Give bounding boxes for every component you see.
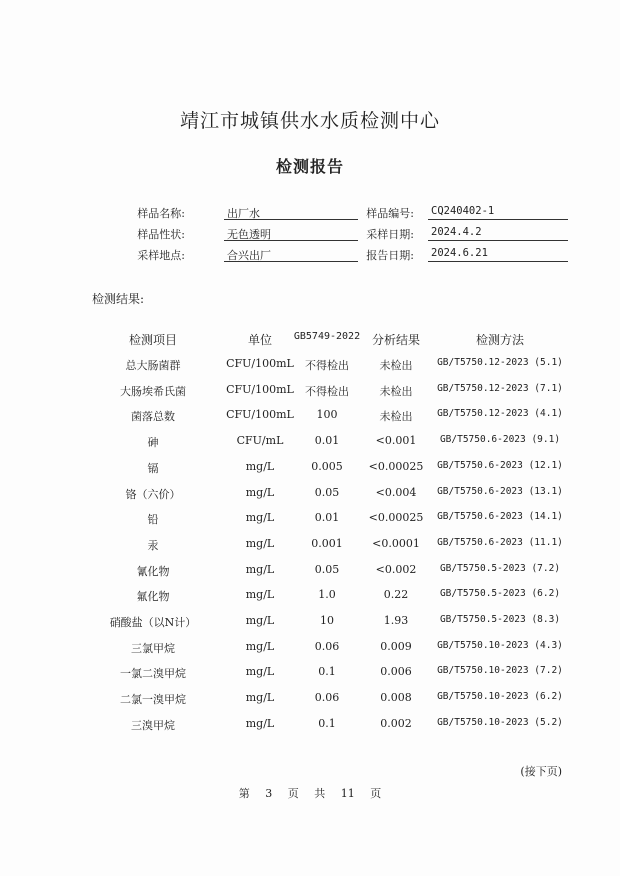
- cell-method: GB/T5750.6-2023 (13.1): [437, 486, 563, 497]
- cell-unit: CFU/100mL: [226, 357, 294, 370]
- footer-total-pages: 11: [340, 787, 355, 800]
- cell-item: 三溴甲烷: [131, 719, 175, 732]
- cell-method: GB/T5750.10-2023 (7.2): [437, 665, 563, 676]
- cell-unit: mg/L: [245, 460, 275, 473]
- footer-ye: 页: [287, 787, 299, 800]
- cell-standard: 不得检出: [305, 385, 349, 398]
- sample-no-label: 样品编号:: [366, 207, 414, 220]
- cell-result: <0.002: [375, 563, 417, 576]
- cell-unit: mg/L: [245, 717, 275, 730]
- cell-unit: mg/L: [245, 691, 275, 704]
- cell-method: GB/T5750.12-2023 (7.1): [437, 383, 563, 394]
- cell-standard: 0.05: [314, 486, 340, 499]
- cell-unit: mg/L: [245, 563, 275, 576]
- col-header-standard: GB5749-2022: [293, 331, 361, 342]
- report-org-title: 靖江市城镇供水水质检测中心: [179, 110, 440, 132]
- cell-standard: 0.005: [311, 460, 343, 473]
- cell-method: GB/T5750.6-2023 (9.1): [439, 434, 561, 445]
- cell-method: GB/T5750.12-2023 (5.1): [437, 357, 563, 368]
- cell-result: 未检出: [379, 385, 413, 398]
- cell-method: GB/T5750.5-2023 (6.2): [439, 588, 561, 599]
- cell-item: 总大肠菌群: [125, 359, 181, 372]
- cell-method: GB/T5750.5-2023 (8.3): [439, 614, 561, 625]
- cell-standard: 0.05: [314, 563, 340, 576]
- sample-property-value: 无色透明: [224, 226, 358, 241]
- cell-result: 未检出: [379, 410, 413, 423]
- cell-result: <0.004: [375, 486, 417, 499]
- cell-result: 0.009: [380, 640, 412, 653]
- cell-standard: 0.01: [314, 434, 340, 447]
- sampling-site-label: 采样地点:: [137, 249, 185, 262]
- cell-method: GB/T5750.12-2023 (4.1): [437, 408, 563, 419]
- cell-standard: 10: [320, 614, 334, 627]
- cell-standard: 0.06: [314, 691, 340, 704]
- cell-unit: mg/L: [245, 588, 275, 601]
- cell-result: <0.0001: [372, 537, 420, 550]
- sampling-date-label: 采样日期:: [366, 228, 414, 241]
- cell-result: 0.008: [380, 691, 412, 704]
- cell-standard: 100: [316, 408, 338, 421]
- cell-item: 镉: [147, 462, 159, 475]
- footer-gong: 共: [314, 787, 326, 800]
- cell-result: 0.002: [380, 717, 412, 730]
- cell-result: 0.006: [380, 665, 412, 678]
- footer-ye2: 页: [370, 787, 382, 800]
- cell-standard: 0.1: [318, 717, 336, 730]
- cell-method: GB/T5750.6-2023 (11.1): [437, 537, 563, 548]
- cell-result: 0.22: [383, 588, 409, 601]
- results-label: 检测结果:: [92, 292, 145, 306]
- cell-result: <0.001: [375, 434, 417, 447]
- sample-name-label: 样品名称:: [137, 207, 185, 220]
- cell-standard: 0.1: [318, 665, 336, 678]
- col-header-result: 分析结果: [371, 333, 420, 347]
- cell-item: 氰化物: [136, 565, 170, 578]
- report-date-value: 2024.6.21: [428, 247, 568, 262]
- sample-property-label: 样品性状:: [137, 228, 185, 241]
- cell-item: 二氯一溴甲烷: [120, 693, 186, 706]
- cell-method: GB/T5750.10-2023 (4.3): [437, 640, 563, 651]
- cell-unit: mg/L: [245, 511, 275, 524]
- cell-standard: 1.0: [318, 588, 336, 601]
- cell-result: <0.00025: [368, 511, 424, 524]
- cell-item: 大肠埃希氏菌: [120, 385, 186, 398]
- cell-result: <0.00025: [368, 460, 424, 473]
- footer-page-number: 3: [265, 787, 273, 800]
- sampling-site-value: 合兴出厂: [224, 247, 358, 262]
- cell-unit: mg/L: [245, 665, 275, 678]
- cell-method: GB/T5750.6-2023 (14.1): [437, 511, 563, 522]
- report-subtitle: 检测报告: [275, 157, 344, 176]
- cell-unit: CFU/100mL: [226, 408, 294, 421]
- cell-standard: 0.01: [314, 511, 340, 524]
- sample-name-value: 出厂水: [224, 205, 358, 220]
- cell-method: GB/T5750.10-2023 (5.2): [437, 717, 563, 728]
- col-header-unit: 单位: [247, 333, 272, 347]
- cell-unit: mg/L: [245, 614, 275, 627]
- cell-unit: CFU/mL: [236, 434, 284, 447]
- report-date-label: 报告日期:: [366, 249, 414, 262]
- cell-item: 铅: [147, 513, 159, 526]
- sampling-date-value: 2024.4.2: [428, 226, 568, 241]
- cell-result: 未检出: [379, 359, 413, 372]
- cell-item: 汞: [147, 539, 159, 552]
- cell-item: 铬（六价）: [125, 488, 181, 501]
- cell-item: 菌落总数: [131, 410, 175, 423]
- cell-unit: mg/L: [245, 640, 275, 653]
- cell-item: 氟化物: [136, 590, 170, 603]
- cell-unit: CFU/100mL: [226, 383, 294, 396]
- continue-note: (接下页): [520, 765, 562, 778]
- cell-item: 一氯二溴甲烷: [120, 667, 186, 680]
- cell-item: 三氯甲烷: [131, 642, 175, 655]
- page-footer: [0, 785, 620, 801]
- cell-result: 1.93: [383, 614, 409, 627]
- cell-item: 硝酸盐（以N计）: [109, 616, 197, 629]
- cell-standard: 不得检出: [305, 359, 349, 372]
- footer-di: 第: [238, 787, 250, 800]
- cell-item: 砷: [147, 436, 159, 449]
- cell-standard: 0.06: [314, 640, 340, 653]
- cell-unit: mg/L: [245, 486, 275, 499]
- sample-no-value: CQ240402-1: [428, 205, 568, 220]
- cell-unit: mg/L: [245, 537, 275, 550]
- col-header-method: 检测方法: [475, 333, 524, 347]
- cell-method: GB/T5750.6-2023 (12.1): [437, 460, 563, 471]
- cell-method: GB/T5750.5-2023 (7.2): [439, 563, 561, 574]
- cell-standard: 0.001: [311, 537, 343, 550]
- cell-method: GB/T5750.10-2023 (6.2): [437, 691, 563, 702]
- col-header-item: 检测项目: [128, 333, 177, 347]
